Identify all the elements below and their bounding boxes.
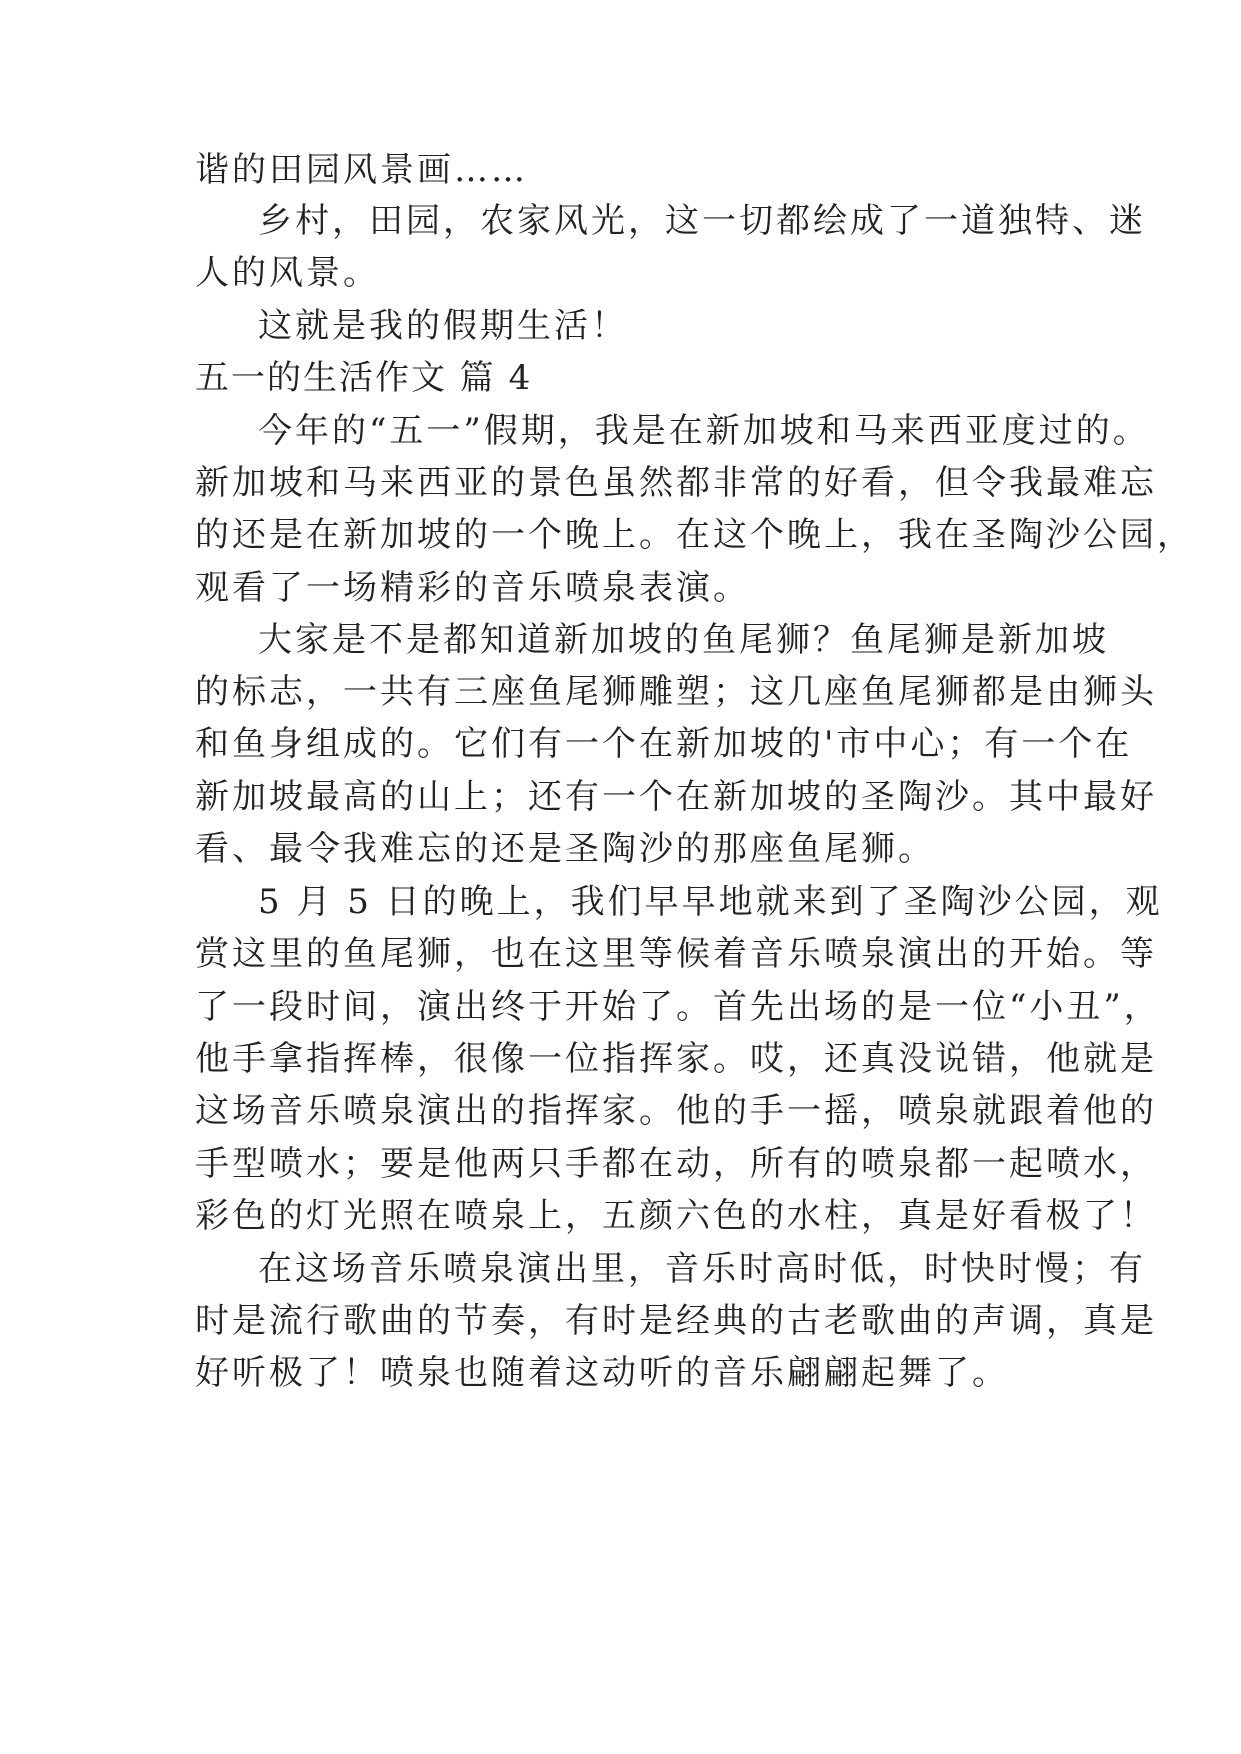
text-line: 彩色的灯光照在喷泉上，五颜六色的水柱，真是好看极了！ xyxy=(195,1196,1157,1236)
text-line: 他手拿指挥棒，很像一位指挥家。哎，还真没说错，他就是 xyxy=(195,1039,1157,1079)
text-line: 5 月 5 日的晚上，我们早早地就来到了圣陶沙公园，观 xyxy=(258,882,1163,922)
text-line: 好听极了！喷泉也随着这动听的音乐翩翩起舞了。 xyxy=(195,1353,1009,1393)
text-line: 看、最令我难忘的还是圣陶沙的那座鱼尾狮。 xyxy=(195,829,935,869)
text-line: 手型喷水；要是他两只手都在动，所有的喷泉都一起喷水， xyxy=(195,1144,1157,1184)
text-line: 的还是在新加坡的一个晚上。在这个晚上，我在圣陶沙公园， xyxy=(195,515,1194,555)
section-heading: 五一的生活作文 篇 4 xyxy=(195,358,533,398)
text-line: 大家是不是都知道新加坡的鱼尾狮？鱼尾狮是新加坡 xyxy=(258,620,1109,660)
text-line: 的标志，一共有三座鱼尾狮雕塑；这几座鱼尾狮都是由狮头 xyxy=(195,672,1157,712)
text-line: 乡村，田园，农家风光，这一切都绘成了一道独特、迷 xyxy=(258,201,1146,241)
text-line: 时是流行歌曲的节奏，有时是经典的古老歌曲的声调，真是 xyxy=(195,1301,1157,1341)
text-line: 新加坡和马来西亚的景色虽然都非常的好看，但令我最难忘 xyxy=(195,463,1157,503)
text-line: 在这场音乐喷泉演出里，音乐时高时低，时快时慢；有 xyxy=(258,1249,1146,1289)
text-line: 今年的“五一”假期，我是在新加坡和马来西亚度过的。 xyxy=(258,411,1150,451)
text-line: 和鱼身组成的。它们有一个在新加坡的'市中心；有一个在 xyxy=(195,724,1133,764)
text-line: 赏这里的鱼尾狮，也在这里等候着音乐喷泉演出的开始。等 xyxy=(195,934,1157,974)
text-line: 谐的田园风景画…… xyxy=(195,150,528,190)
text-line: 这就是我的假期生活！ xyxy=(258,306,628,346)
text-line: 观看了一场精彩的音乐喷泉表演。 xyxy=(195,568,750,608)
text-line: 了一段时间，演出终于开始了。首先出场的是一位“小丑”， xyxy=(195,987,1161,1027)
text-line: 人的风景。 xyxy=(195,253,380,293)
text-line: 这场音乐喷泉演出的指挥家。他的手一摇，喷泉就跟着他的 xyxy=(195,1091,1157,1131)
text-line: 新加坡最高的山上；还有一个在新加坡的圣陶沙。其中最好 xyxy=(195,777,1157,817)
